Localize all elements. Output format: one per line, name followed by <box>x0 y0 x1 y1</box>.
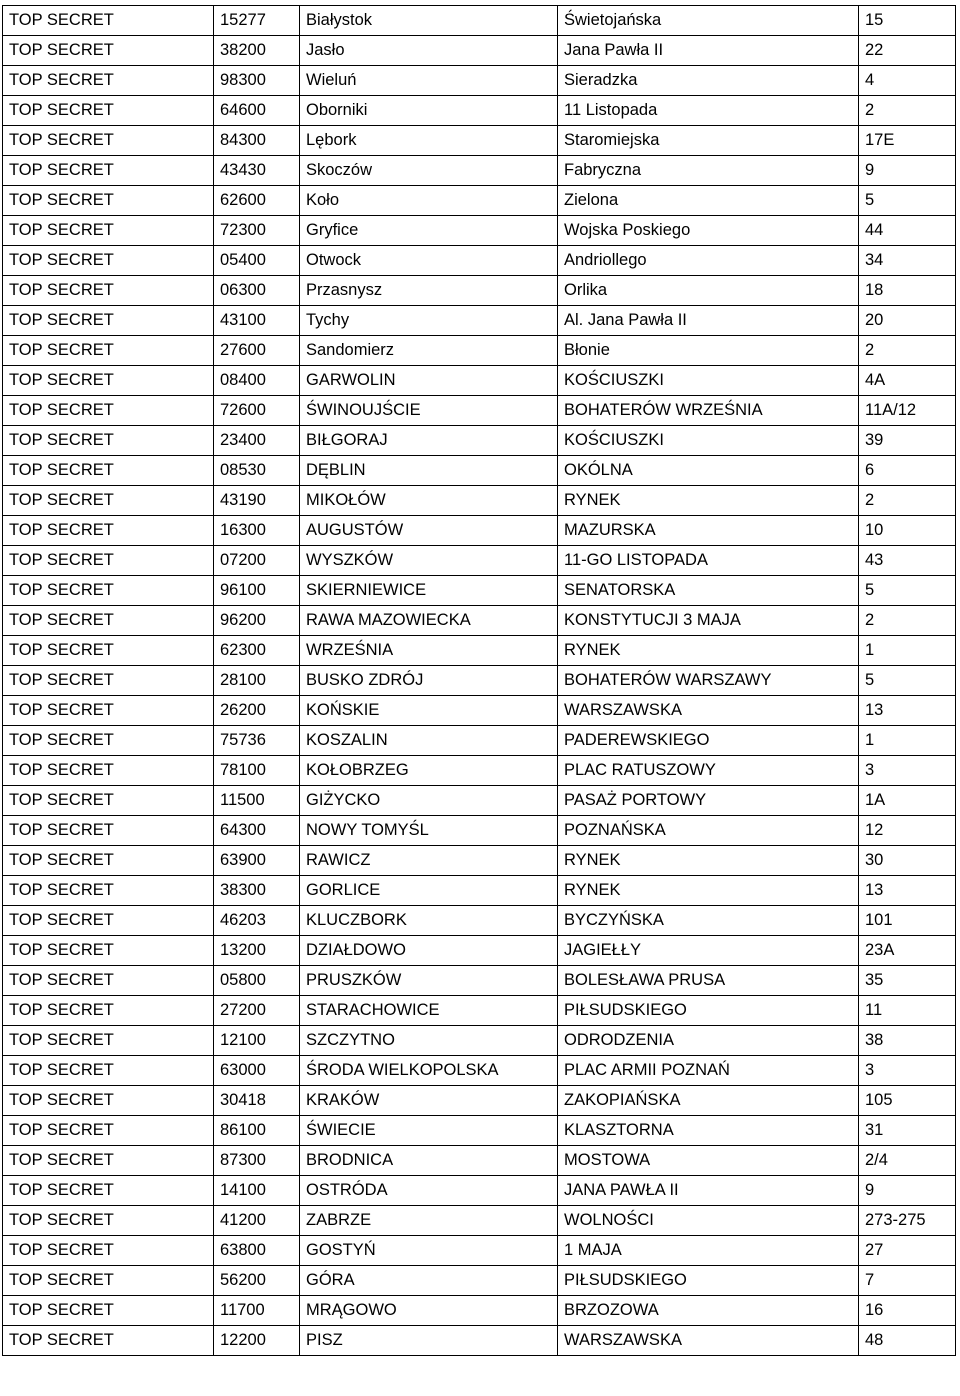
postal-code-cell: 26200 <box>214 696 300 726</box>
table-row <box>3 1116 956 1146</box>
table-row <box>3 966 956 996</box>
street-cell: JANA PAWŁA II <box>558 1176 859 1206</box>
table-row <box>3 1146 956 1176</box>
classification-cell: TOP SECRET <box>3 816 214 846</box>
number-cell: 9 <box>859 1176 956 1206</box>
street-cell: Wojska Poskiego <box>558 216 859 246</box>
city-cell: Skoczów <box>300 156 558 186</box>
number-cell: 16 <box>859 1296 956 1326</box>
city-cell: GORLICE <box>300 876 558 906</box>
classification-cell: TOP SECRET <box>3 966 214 996</box>
number-cell: 5 <box>859 186 956 216</box>
postal-code-cell: 13200 <box>214 936 300 966</box>
number-cell: 13 <box>859 696 956 726</box>
classification-cell: TOP SECRET <box>3 1056 214 1086</box>
street-cell: WARSZAWSKA <box>558 696 859 726</box>
classification-cell: TOP SECRET <box>3 1236 214 1266</box>
table-row <box>3 516 956 546</box>
classification-cell: TOP SECRET <box>3 936 214 966</box>
city-cell: KOŁOBRZEG <box>300 756 558 786</box>
postal-code-cell: 14100 <box>214 1176 300 1206</box>
number-cell: 22 <box>859 36 956 66</box>
table-row <box>3 1326 956 1356</box>
street-cell: PADEREWSKIEGO <box>558 726 859 756</box>
city-cell: BUSKO ZDRÓJ <box>300 666 558 696</box>
postal-code-cell: 78100 <box>214 756 300 786</box>
table-row <box>3 1296 956 1326</box>
street-cell: BRZOZOWA <box>558 1296 859 1326</box>
postal-code-cell: 08400 <box>214 366 300 396</box>
street-cell: PIŁSUDSKIEGO <box>558 1266 859 1296</box>
table-row <box>3 1236 956 1266</box>
street-cell: KLASZTORNA <box>558 1116 859 1146</box>
classification-cell: TOP SECRET <box>3 36 214 66</box>
street-cell: KONSTYTUCJI 3 MAJA <box>558 606 859 636</box>
table-row <box>3 936 956 966</box>
street-cell: Staromiejska <box>558 126 859 156</box>
number-cell: 15 <box>859 6 956 36</box>
classification-cell: TOP SECRET <box>3 996 214 1026</box>
table-row <box>3 156 956 186</box>
postal-code-cell: 46203 <box>214 906 300 936</box>
table-row <box>3 876 956 906</box>
street-cell: WARSZAWSKA <box>558 1326 859 1356</box>
number-cell: 2 <box>859 606 956 636</box>
number-cell: 2 <box>859 336 956 366</box>
number-cell: 101 <box>859 906 956 936</box>
city-cell: PISZ <box>300 1326 558 1356</box>
table-body <box>3 6 956 1356</box>
postal-code-cell: 43190 <box>214 486 300 516</box>
postal-code-cell: 72300 <box>214 216 300 246</box>
street-cell: Zielona <box>558 186 859 216</box>
number-cell: 38 <box>859 1026 956 1056</box>
classification-cell: TOP SECRET <box>3 666 214 696</box>
city-cell: GARWOLIN <box>300 366 558 396</box>
classification-cell: TOP SECRET <box>3 186 214 216</box>
city-cell: WRZEŚNIA <box>300 636 558 666</box>
postal-code-cell: 43430 <box>214 156 300 186</box>
city-cell: RAWA MAZOWIECKA <box>300 606 558 636</box>
classification-cell: TOP SECRET <box>3 366 214 396</box>
street-cell: Świetojańska <box>558 6 859 36</box>
street-cell: WOLNOŚCI <box>558 1206 859 1236</box>
street-cell: PLAC RATUSZOWY <box>558 756 859 786</box>
postal-code-cell: 12100 <box>214 1026 300 1056</box>
number-cell: 105 <box>859 1086 956 1116</box>
number-cell: 11A/12 <box>859 396 956 426</box>
city-cell: Białystok <box>300 6 558 36</box>
postal-code-cell: 08530 <box>214 456 300 486</box>
classification-cell: TOP SECRET <box>3 1326 214 1356</box>
postal-code-cell: 16300 <box>214 516 300 546</box>
classification-cell: TOP SECRET <box>3 846 214 876</box>
classification-cell: TOP SECRET <box>3 1086 214 1116</box>
classification-cell: TOP SECRET <box>3 786 214 816</box>
number-cell: 1 <box>859 726 956 756</box>
classification-cell: TOP SECRET <box>3 576 214 606</box>
city-cell: Lębork <box>300 126 558 156</box>
classification-cell: TOP SECRET <box>3 336 214 366</box>
postal-code-cell: 38200 <box>214 36 300 66</box>
table-row <box>3 906 956 936</box>
postal-code-cell: 11700 <box>214 1296 300 1326</box>
street-cell: Błonie <box>558 336 859 366</box>
table-row <box>3 1026 956 1056</box>
postal-code-cell: 56200 <box>214 1266 300 1296</box>
classification-cell: TOP SECRET <box>3 486 214 516</box>
street-cell: BOHATERÓW WARSZAWY <box>558 666 859 696</box>
classification-cell: TOP SECRET <box>3 66 214 96</box>
table-row <box>3 96 956 126</box>
city-cell: MIKOŁÓW <box>300 486 558 516</box>
postal-code-cell: 63800 <box>214 1236 300 1266</box>
postal-code-cell: 15277 <box>214 6 300 36</box>
street-cell: PASAŻ PORTOWY <box>558 786 859 816</box>
street-cell: KOŚCIUSZKI <box>558 426 859 456</box>
table-row <box>3 396 956 426</box>
city-cell: RAWICZ <box>300 846 558 876</box>
table-row <box>3 1176 956 1206</box>
city-cell: OSTRÓDA <box>300 1176 558 1206</box>
city-cell: SZCZYTNO <box>300 1026 558 1056</box>
table-row <box>3 1266 956 1296</box>
postal-code-cell: 12200 <box>214 1326 300 1356</box>
table-row <box>3 366 956 396</box>
classification-cell: TOP SECRET <box>3 246 214 276</box>
classification-cell: TOP SECRET <box>3 156 214 186</box>
table-row <box>3 546 956 576</box>
number-cell: 11 <box>859 996 956 1026</box>
number-cell: 13 <box>859 876 956 906</box>
street-cell: POZNAŃSKA <box>558 816 859 846</box>
table-row <box>3 276 956 306</box>
street-cell: RYNEK <box>558 486 859 516</box>
postal-code-cell: 75736 <box>214 726 300 756</box>
street-cell: ODRODZENIA <box>558 1026 859 1056</box>
street-cell: Andriollego <box>558 246 859 276</box>
street-cell: BOHATERÓW WRZEŚNIA <box>558 396 859 426</box>
classification-cell: TOP SECRET <box>3 276 214 306</box>
number-cell: 5 <box>859 576 956 606</box>
street-cell: BOLESŁAWA PRUSA <box>558 966 859 996</box>
street-cell: Al. Jana Pawła II <box>558 306 859 336</box>
street-cell: RYNEK <box>558 846 859 876</box>
postal-code-cell: 41200 <box>214 1206 300 1236</box>
classification-cell: TOP SECRET <box>3 306 214 336</box>
street-cell: PIŁSUDSKIEGO <box>558 996 859 1026</box>
classification-cell: TOP SECRET <box>3 606 214 636</box>
city-cell: BRODNICA <box>300 1146 558 1176</box>
city-cell: KLUCZBORK <box>300 906 558 936</box>
number-cell: 2/4 <box>859 1146 956 1176</box>
postal-code-cell: 05800 <box>214 966 300 996</box>
table-row <box>3 1206 956 1236</box>
city-cell: BIŁGORAJ <box>300 426 558 456</box>
table-row <box>3 336 956 366</box>
postal-code-cell: 62300 <box>214 636 300 666</box>
postal-code-cell: 64600 <box>214 96 300 126</box>
classification-cell: TOP SECRET <box>3 1266 214 1296</box>
number-cell: 35 <box>859 966 956 996</box>
postal-code-cell: 07200 <box>214 546 300 576</box>
table-row <box>3 456 956 486</box>
postal-code-cell: 11500 <box>214 786 300 816</box>
number-cell: 9 <box>859 156 956 186</box>
street-cell: PLAC ARMII POZNAŃ <box>558 1056 859 1086</box>
postal-code-cell: 06300 <box>214 276 300 306</box>
postal-code-cell: 96200 <box>214 606 300 636</box>
city-cell: AUGUSTÓW <box>300 516 558 546</box>
document-sheet <box>2 5 956 1356</box>
postal-code-cell: 98300 <box>214 66 300 96</box>
city-cell: Sandomierz <box>300 336 558 366</box>
number-cell: 1 <box>859 636 956 666</box>
number-cell: 273-275 <box>859 1206 956 1236</box>
table-row <box>3 216 956 246</box>
classification-cell: TOP SECRET <box>3 546 214 576</box>
city-cell: Gryfice <box>300 216 558 246</box>
classification-cell: TOP SECRET <box>3 6 214 36</box>
number-cell: 3 <box>859 756 956 786</box>
classification-cell: TOP SECRET <box>3 1206 214 1236</box>
classification-cell: TOP SECRET <box>3 396 214 426</box>
classification-cell: TOP SECRET <box>3 756 214 786</box>
city-cell: Otwock <box>300 246 558 276</box>
street-cell: Orlika <box>558 276 859 306</box>
city-cell: DĘBLIN <box>300 456 558 486</box>
classification-cell: TOP SECRET <box>3 1116 214 1146</box>
number-cell: 4A <box>859 366 956 396</box>
number-cell: 5 <box>859 666 956 696</box>
postal-code-cell: 86100 <box>214 1116 300 1146</box>
city-cell: GIŻYCKO <box>300 786 558 816</box>
table-row <box>3 816 956 846</box>
city-cell: Tychy <box>300 306 558 336</box>
street-cell: MAZURSKA <box>558 516 859 546</box>
postal-code-cell: 28100 <box>214 666 300 696</box>
street-cell: 1 MAJA <box>558 1236 859 1266</box>
classification-cell: TOP SECRET <box>3 876 214 906</box>
city-cell: KOŃSKIE <box>300 696 558 726</box>
number-cell: 18 <box>859 276 956 306</box>
number-cell: 48 <box>859 1326 956 1356</box>
classification-cell: TOP SECRET <box>3 516 214 546</box>
street-cell: OKÓLNA <box>558 456 859 486</box>
postal-code-cell: 38300 <box>214 876 300 906</box>
number-cell: 2 <box>859 486 956 516</box>
table-row <box>3 996 956 1026</box>
table-row <box>3 126 956 156</box>
postal-code-cell: 27200 <box>214 996 300 1026</box>
city-cell: ŚRODA WIELKOPOLSKA <box>300 1056 558 1086</box>
postal-code-cell: 96100 <box>214 576 300 606</box>
number-cell: 30 <box>859 846 956 876</box>
street-cell: RYNEK <box>558 876 859 906</box>
table-row <box>3 246 956 276</box>
street-cell: 11 Listopada <box>558 96 859 126</box>
table-row <box>3 1086 956 1116</box>
postal-code-cell: 23400 <box>214 426 300 456</box>
table-row <box>3 666 956 696</box>
classification-cell: TOP SECRET <box>3 426 214 456</box>
postal-code-cell: 63900 <box>214 846 300 876</box>
postal-code-cell: 27600 <box>214 336 300 366</box>
table-row <box>3 606 956 636</box>
table-row <box>3 186 956 216</box>
table-row <box>3 36 956 66</box>
city-cell: ŚWINOUJŚCIE <box>300 396 558 426</box>
city-cell: GÓRA <box>300 1266 558 1296</box>
number-cell: 23A <box>859 936 956 966</box>
table-row <box>3 576 956 606</box>
city-cell: PRUSZKÓW <box>300 966 558 996</box>
address-table <box>2 5 956 1356</box>
street-cell: 11-GO LISTOPADA <box>558 546 859 576</box>
table-row <box>3 486 956 516</box>
table-row <box>3 696 956 726</box>
classification-cell: TOP SECRET <box>3 906 214 936</box>
city-cell: GOSTYŃ <box>300 1236 558 1266</box>
street-cell: Jana Pawła II <box>558 36 859 66</box>
number-cell: 34 <box>859 246 956 276</box>
city-cell: Koło <box>300 186 558 216</box>
postal-code-cell: 05400 <box>214 246 300 276</box>
postal-code-cell: 87300 <box>214 1146 300 1176</box>
table-row <box>3 6 956 36</box>
city-cell: NOWY TOMYŚL <box>300 816 558 846</box>
classification-cell: TOP SECRET <box>3 636 214 666</box>
number-cell: 31 <box>859 1116 956 1146</box>
city-cell: WYSZKÓW <box>300 546 558 576</box>
postal-code-cell: 63000 <box>214 1056 300 1086</box>
city-cell: ŚWIECIE <box>300 1116 558 1146</box>
city-cell: STARACHOWICE <box>300 996 558 1026</box>
number-cell: 12 <box>859 816 956 846</box>
postal-code-cell: 72600 <box>214 396 300 426</box>
number-cell: 20 <box>859 306 956 336</box>
classification-cell: TOP SECRET <box>3 726 214 756</box>
classification-cell: TOP SECRET <box>3 1176 214 1206</box>
table-row <box>3 426 956 456</box>
number-cell: 43 <box>859 546 956 576</box>
street-cell: BYCZYŃSKA <box>558 906 859 936</box>
street-cell: SENATORSKA <box>558 576 859 606</box>
classification-cell: TOP SECRET <box>3 1146 214 1176</box>
table-row <box>3 786 956 816</box>
table-row <box>3 66 956 96</box>
table-row <box>3 306 956 336</box>
street-cell: MOSTOWA <box>558 1146 859 1176</box>
street-cell: RYNEK <box>558 636 859 666</box>
street-cell: ZAKOPIAŃSKA <box>558 1086 859 1116</box>
number-cell: 17E <box>859 126 956 156</box>
number-cell: 44 <box>859 216 956 246</box>
classification-cell: TOP SECRET <box>3 126 214 156</box>
street-cell: JAGIEŁŁY <box>558 936 859 966</box>
street-cell: Fabryczna <box>558 156 859 186</box>
city-cell: KOSZALIN <box>300 726 558 756</box>
table-row <box>3 636 956 666</box>
number-cell: 39 <box>859 426 956 456</box>
postal-code-cell: 62600 <box>214 186 300 216</box>
city-cell: Oborniki <box>300 96 558 126</box>
table-row <box>3 846 956 876</box>
table-row <box>3 1056 956 1086</box>
postal-code-cell: 30418 <box>214 1086 300 1116</box>
city-cell: MRĄGOWO <box>300 1296 558 1326</box>
number-cell: 6 <box>859 456 956 486</box>
number-cell: 10 <box>859 516 956 546</box>
number-cell: 4 <box>859 66 956 96</box>
postal-code-cell: 43100 <box>214 306 300 336</box>
number-cell: 7 <box>859 1266 956 1296</box>
city-cell: Przasnysz <box>300 276 558 306</box>
city-cell: KRAKÓW <box>300 1086 558 1116</box>
classification-cell: TOP SECRET <box>3 456 214 486</box>
city-cell: SKIERNIEWICE <box>300 576 558 606</box>
street-cell: KOŚCIUSZKI <box>558 366 859 396</box>
classification-cell: TOP SECRET <box>3 1296 214 1326</box>
classification-cell: TOP SECRET <box>3 216 214 246</box>
city-cell: DZIAŁDOWO <box>300 936 558 966</box>
street-cell: Sieradzka <box>558 66 859 96</box>
city-cell: ZABRZE <box>300 1206 558 1236</box>
number-cell: 2 <box>859 96 956 126</box>
table-row <box>3 756 956 786</box>
postal-code-cell: 84300 <box>214 126 300 156</box>
city-cell: Jasło <box>300 36 558 66</box>
number-cell: 3 <box>859 1056 956 1086</box>
classification-cell: TOP SECRET <box>3 1026 214 1056</box>
table-row <box>3 726 956 756</box>
classification-cell: TOP SECRET <box>3 696 214 726</box>
number-cell: 1A <box>859 786 956 816</box>
number-cell: 27 <box>859 1236 956 1266</box>
postal-code-cell: 64300 <box>214 816 300 846</box>
classification-cell: TOP SECRET <box>3 96 214 126</box>
city-cell: Wieluń <box>300 66 558 96</box>
